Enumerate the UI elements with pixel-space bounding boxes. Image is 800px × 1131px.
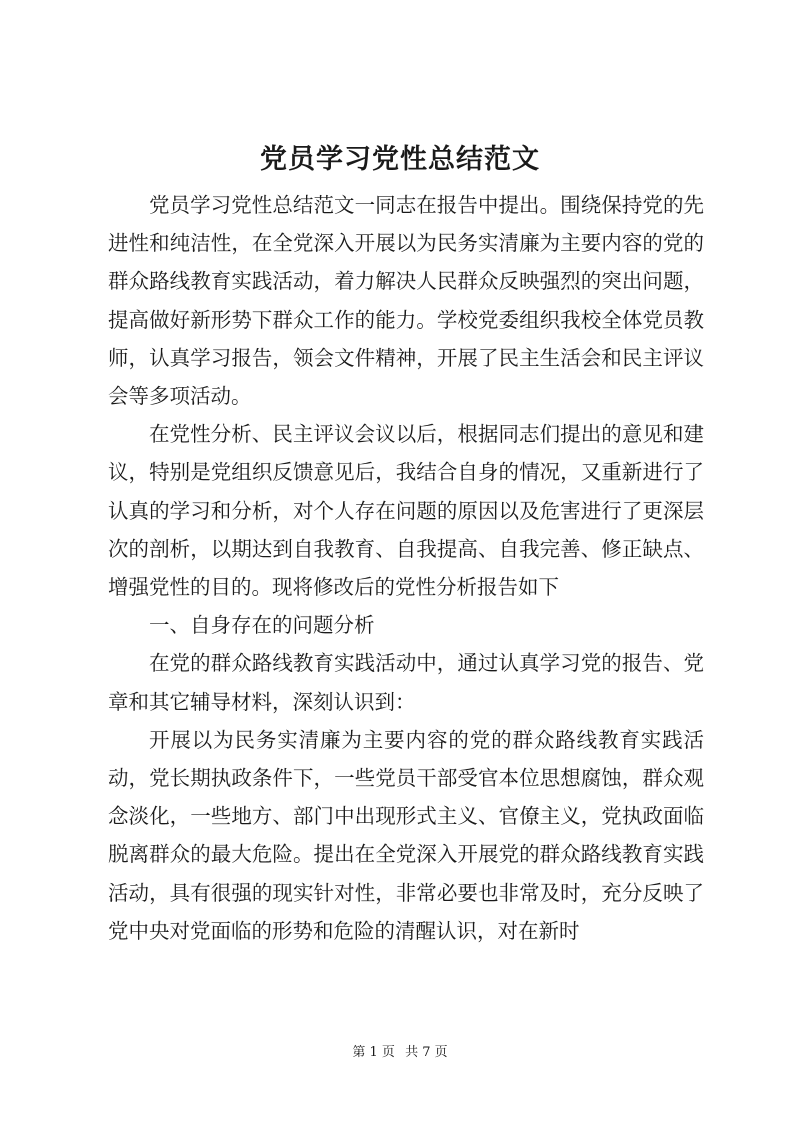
- page-footer: [0, 1044, 800, 1062]
- page-total: 共 7 页: [405, 1045, 448, 1060]
- paragraph-study: 在党的群众路线教育实践活动中，通过认真学习党的报告、党章和其它辅导材料，深刻认识到：: [108, 651, 704, 714]
- page-number: 第 1 页: [352, 1045, 395, 1060]
- paragraph-analysis: 在党性分析、民主评议会议以后，根据同志们提出的意见和建议，特别是党组织反馈意见后，我结合自身的情况，又重新进行了认真的学习和分析，对个人存在问题的原因以及危害进行了更深层次的剖析，以期达到自我教育、自我提高、自我完善、修正缺点、增强党性的目的。现将修改后的党性分析报告如下: [108, 422, 704, 600]
- paragraph-intro: 党员学习党性总结范文一同志在报告中提出。围绕保持党的先进性和纯洁性，在全党深入开展以为民务实清廉为主要内容的党的群众路线教育实践活动，着力解决人民群众反映强烈的突出问题，提高做好新形势下群众工作的能力。学校党委组织我校全体党员教师，认真学习报告，领会文件精神，开展了民主生活会和民主评议会等多项活动。: [108, 193, 704, 409]
- section-heading: 一、自身存在的问题分析: [149, 613, 375, 638]
- document-title: 党员学习党性总结范文: [260, 144, 540, 175]
- paragraph-activity: 开展以为民务实清廉为主要内容的党的群众路线教育实践活动，党长期执政条件下，一些党员干部受官本位思想腐蚀，群众观念淡化，一些地方、部门中出现形式主义、官僚主义，党执政面临脱离群众的最大危险。提出在全党深入开展党的群众路线教育实践活动，具有很强的现实针对性，非常必要也非常及时，充分反映了党中央对党面临的形势和危险的清醒认识，对在新时: [108, 727, 704, 943]
- document-body: [108, 186, 704, 950]
